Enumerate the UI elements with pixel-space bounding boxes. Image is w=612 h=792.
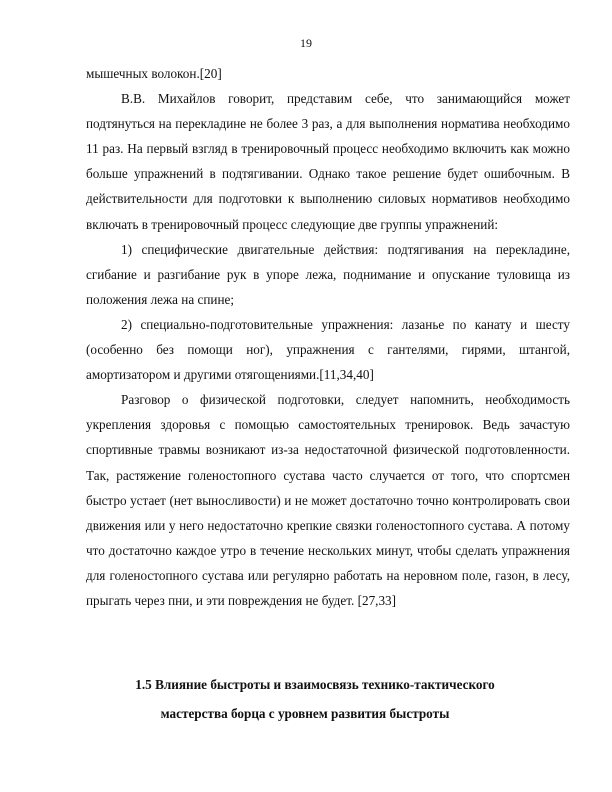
- page-number: 19: [300, 36, 312, 50]
- list-item-specific-actions: 1) специфические двигательные действия: подтягивания на перекладине, сгибание и разгибание рук в упоре лежа, поднимание и опускание туловища из положения лежа на спине;: [86, 241, 570, 307]
- section-heading: [86, 672, 570, 727]
- section-heading-line-2: мастерства борца с уровнем развития быстроты: [160, 706, 450, 721]
- body-text: [86, 61, 570, 613]
- list-item-special-exercises: 2) специально-подготовительные упражнения: лазанье по канату и шесту (особенно без помощи ног), упражнения с гантелями, гирями, штангой, амортизатором и другими отягощениями.[11,34,40]: [86, 316, 570, 383]
- paragraph-physical-training: Разговор о физической подготовки, следует напомнить, необходимость укрепления здоровья с помощью самостоятельных тренировок. Ведь зачастую спортивные травмы возникают из-за недостаточной физической подготовленности. Так, растяжение голеностопного сустава часто случается от того, что спортсмен быстро устает (нет выносливости) и не может достаточно точно контролировать свои движения или у него недостаточно крепкие связки голеностопного сустава. А потому что достаточно каждое утро в течение нескольких минут, чтобы сделать упражнения для голеностопного сустава или регулярно работать на неровном поле, газон, в лесу, прыгать через пни, и эти повреждения не будет. [27,33]: [86, 392, 570, 608]
- section-heading-line-1: 1.5 Влияние быстроты и взаимосвязь технико-тактического: [135, 677, 495, 692]
- paragraph-mikhailov: В.В. Михайлов говорит, представим себе, что занимающийся может подтянуться на перекладине не более 3 раз, а для выполнения норматива необходимо 11 раз. На первый взгляд в тренировочный процесс необходимо включить как можно больше упражнений в подтягивании. Однако такое решение будет ошибочным. В действительности для подготовки к выполнению силовых нормативов необходимо включать в тренировочный процесс следующие две группы упражнений:: [86, 91, 570, 232]
- paragraph-continuation: мышечных волокон.[20]: [86, 66, 222, 81]
